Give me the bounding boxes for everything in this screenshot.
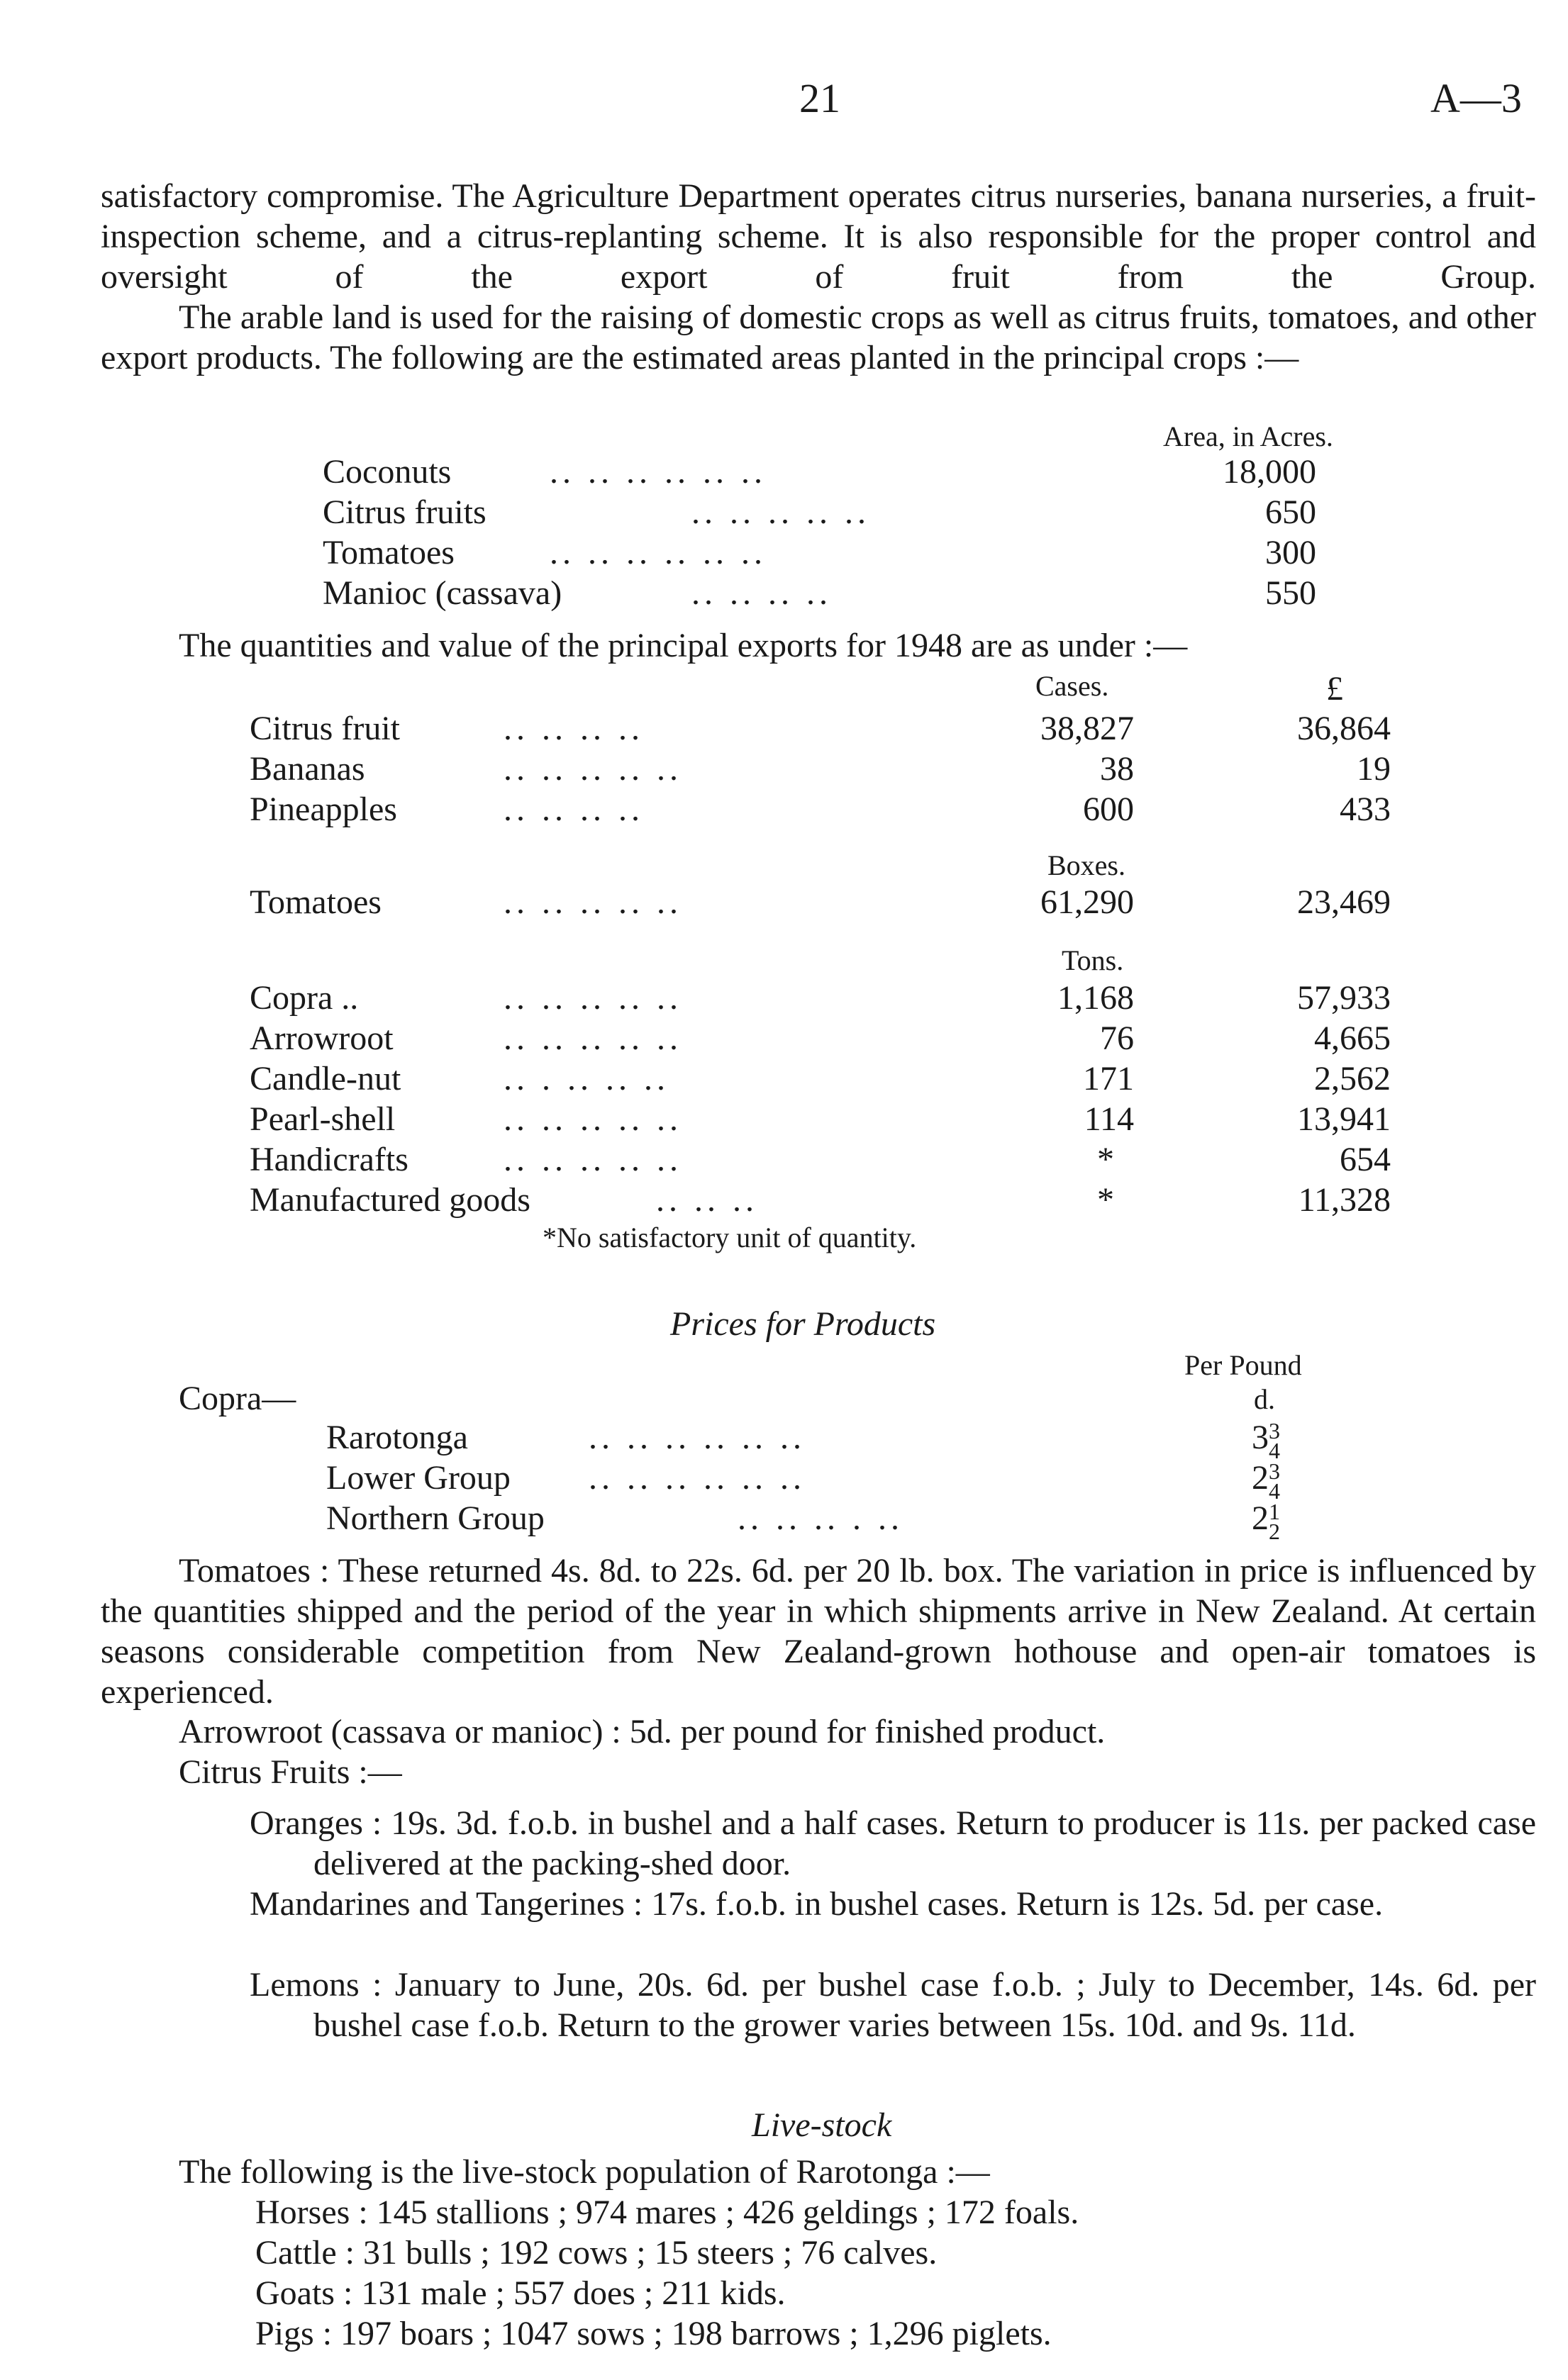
- exports-qty-heading: Cases.: [1035, 670, 1109, 702]
- intro-paragraph-2: The arable land is used for the raising of domestic crops as well as citrus fruits, tomatoes, and other export products. The following are the estimated areas planted in the principal crops :—: [101, 298, 1536, 376]
- livestock-pigs: Pigs : 197 boars ; 1047 sows ; 198 barrows ; 1,296 piglets.: [255, 2315, 1052, 2352]
- prices-unit-heading: d.: [1254, 1383, 1275, 1415]
- crop-name: Manioc (cassava): [323, 574, 562, 612]
- arrowroot-line: Arrowroot (cassava or manioc) : 5d. per pound for finished product.: [179, 1713, 1106, 1750]
- page-number: 21: [799, 75, 840, 121]
- leader-dots: .. .. ..: [656, 1181, 758, 1219]
- crop-name: Coconuts: [323, 453, 452, 491]
- export-name: Tomatoes: [250, 883, 382, 921]
- copra-price: 3 3 4: [1252, 1417, 1280, 1463]
- export-name: Citrus fruit: [250, 710, 400, 747]
- oranges-paragraph: Oranges : 19s. 3d. f.o.b. in bushel and a half cases. Return to producer is 11s. per packed case delivered at the packing-shed door.: [250, 1804, 1536, 1882]
- exports-boxes-heading: Boxes.: [1047, 849, 1125, 881]
- livestock-intro: The following is the live-stock population of Rarotonga :—: [179, 2153, 990, 2191]
- leader-dots: .. .. .. .. ..: [504, 750, 682, 788]
- crop-name: Citrus fruits: [323, 493, 486, 531]
- crop-area: 550: [1265, 574, 1316, 612]
- crop-area: 650: [1265, 493, 1316, 531]
- leader-dots: .. .. .. .. ..: [691, 493, 870, 531]
- export-value: 4,665: [1314, 1019, 1391, 1057]
- export-qty: 38: [1100, 750, 1134, 788]
- crop-name: Tomatoes: [323, 534, 455, 571]
- export-qty: 61,290: [1040, 883, 1134, 921]
- region-name: Lower Group: [326, 1459, 511, 1497]
- tomatoes-paragraph: Tomatoes : These returned 4s. 8d. to 22s. 6d. per 20 lb. box. The variation in price is influenced by the quantities shipped and the period of the year in which shipments arrive in New Zealand. At certain seasons considerable competition from New Zealand-grown hothouse and open-air tomatoes is experienced.: [101, 1552, 1536, 1711]
- export-qty: *: [1097, 1141, 1114, 1178]
- livestock-horses: Horses : 145 stallions ; 974 mares ; 426 geldings ; 172 foals.: [255, 2194, 1079, 2231]
- export-value: 13,941: [1297, 1100, 1391, 1138]
- export-value: 2,562: [1314, 1060, 1391, 1097]
- exports-intro: The quantities and value of the principal exports for 1948 are as under :—: [179, 627, 1188, 664]
- export-name: Candle-nut: [250, 1060, 401, 1097]
- leader-dots: .. .. .. .. .. ..: [550, 534, 767, 571]
- export-value: 11,328: [1298, 1181, 1391, 1219]
- export-qty: 600: [1083, 790, 1134, 828]
- export-name: Pineapples: [250, 790, 397, 828]
- export-qty: *: [1097, 1181, 1114, 1219]
- export-value: 433: [1340, 790, 1391, 828]
- region-name: Northern Group: [326, 1499, 545, 1537]
- intro-paragraph-1: satisfactory compromise. The Agriculture Department operates citrus nurseries, banana nurseries, a fruit-inspection scheme, and a citrus-replanting scheme. It is also responsible for the proper control and oversight of the export of fruit from the Group.: [101, 177, 1536, 296]
- leader-dots: .. .. .. ..: [504, 790, 644, 828]
- leader-dots: .. .. .. .. .. ..: [550, 453, 767, 491]
- crop-area: 300: [1265, 534, 1316, 571]
- crops-column-heading: Area, in Acres.: [1163, 420, 1333, 452]
- export-qty: 171: [1083, 1060, 1134, 1097]
- leader-dots: .. .. .. .. ..: [504, 979, 682, 1017]
- export-name: Pearl-shell: [250, 1100, 396, 1138]
- prices-section-title: Prices for Products: [670, 1305, 936, 1343]
- document-code: A—3: [1430, 75, 1522, 121]
- export-value: 36,864: [1297, 710, 1391, 747]
- mandarines-paragraph: Mandarines and Tangerines : 17s. f.o.b. in bushel cases. Return is 12s. 5d. per case.: [250, 1885, 1384, 1923]
- livestock-cattle: Cattle : 31 bulls ; 192 cows ; 15 steers ; 76 calves.: [255, 2234, 938, 2272]
- export-name: Bananas: [250, 750, 365, 788]
- livestock-section-title: Live-stock: [752, 2106, 892, 2144]
- export-qty: 76: [1100, 1019, 1134, 1057]
- region-name: Rarotonga: [326, 1419, 468, 1456]
- export-value: 654: [1340, 1141, 1391, 1178]
- export-value: 57,933: [1297, 979, 1391, 1017]
- leader-dots: .. .. .. .. ..: [504, 883, 682, 921]
- leader-dots: .. .. .. ..: [691, 574, 832, 612]
- exports-value-heading: £: [1326, 670, 1343, 708]
- export-qty: 1,168: [1057, 979, 1134, 1017]
- fraction: 1 2: [1269, 1498, 1280, 1544]
- copra-label: Copra—: [179, 1380, 296, 1417]
- export-qty: 38,827: [1040, 710, 1134, 747]
- crop-area: 18,000: [1223, 453, 1316, 491]
- fraction: 3 4: [1269, 1417, 1280, 1463]
- exports-tons-heading: Tons.: [1062, 944, 1124, 976]
- export-value: 19: [1357, 750, 1391, 788]
- leader-dots: .. .. .. .. .. ..: [589, 1459, 806, 1497]
- export-value: 23,469: [1297, 883, 1391, 921]
- export-name: Arrowroot: [250, 1019, 394, 1057]
- copra-price: 2 3 4: [1252, 1458, 1280, 1504]
- prices-column-heading: Per Pound: [1184, 1349, 1302, 1381]
- export-qty: 114: [1084, 1100, 1134, 1138]
- leader-dots: .. .. .. . ..: [738, 1499, 903, 1537]
- fraction: 3 4: [1269, 1458, 1280, 1504]
- leader-dots: .. .. .. .. .. ..: [589, 1419, 806, 1456]
- livestock-goats: Goats : 131 male ; 557 does ; 211 kids.: [255, 2274, 786, 2312]
- copra-price: 2 1 2: [1252, 1498, 1280, 1544]
- leader-dots: .. .. .. ..: [504, 710, 644, 747]
- citrus-label: Citrus Fruits :—: [179, 1753, 402, 1791]
- exports-footnote: *No satisfactory unit of quantity.: [543, 1222, 917, 1253]
- leader-dots: .. .. .. .. ..: [504, 1019, 682, 1057]
- export-name: Handicrafts: [250, 1141, 408, 1178]
- export-name: Copra ..: [250, 979, 359, 1017]
- leader-dots: .. .. .. .. ..: [504, 1141, 682, 1178]
- lemons-paragraph: Lemons : January to June, 20s. 6d. per bushel case f.o.b. ; July to December, 14s. 6d. per bushel case f.o.b. Return to the grower varies between 15s. 10d. and 9s. 11d.: [250, 1966, 1536, 2044]
- leader-dots: .. .. .. .. ..: [504, 1100, 682, 1138]
- leader-dots: .. . .. .. ..: [504, 1060, 669, 1097]
- export-name: Manufactured goods: [250, 1181, 530, 1219]
